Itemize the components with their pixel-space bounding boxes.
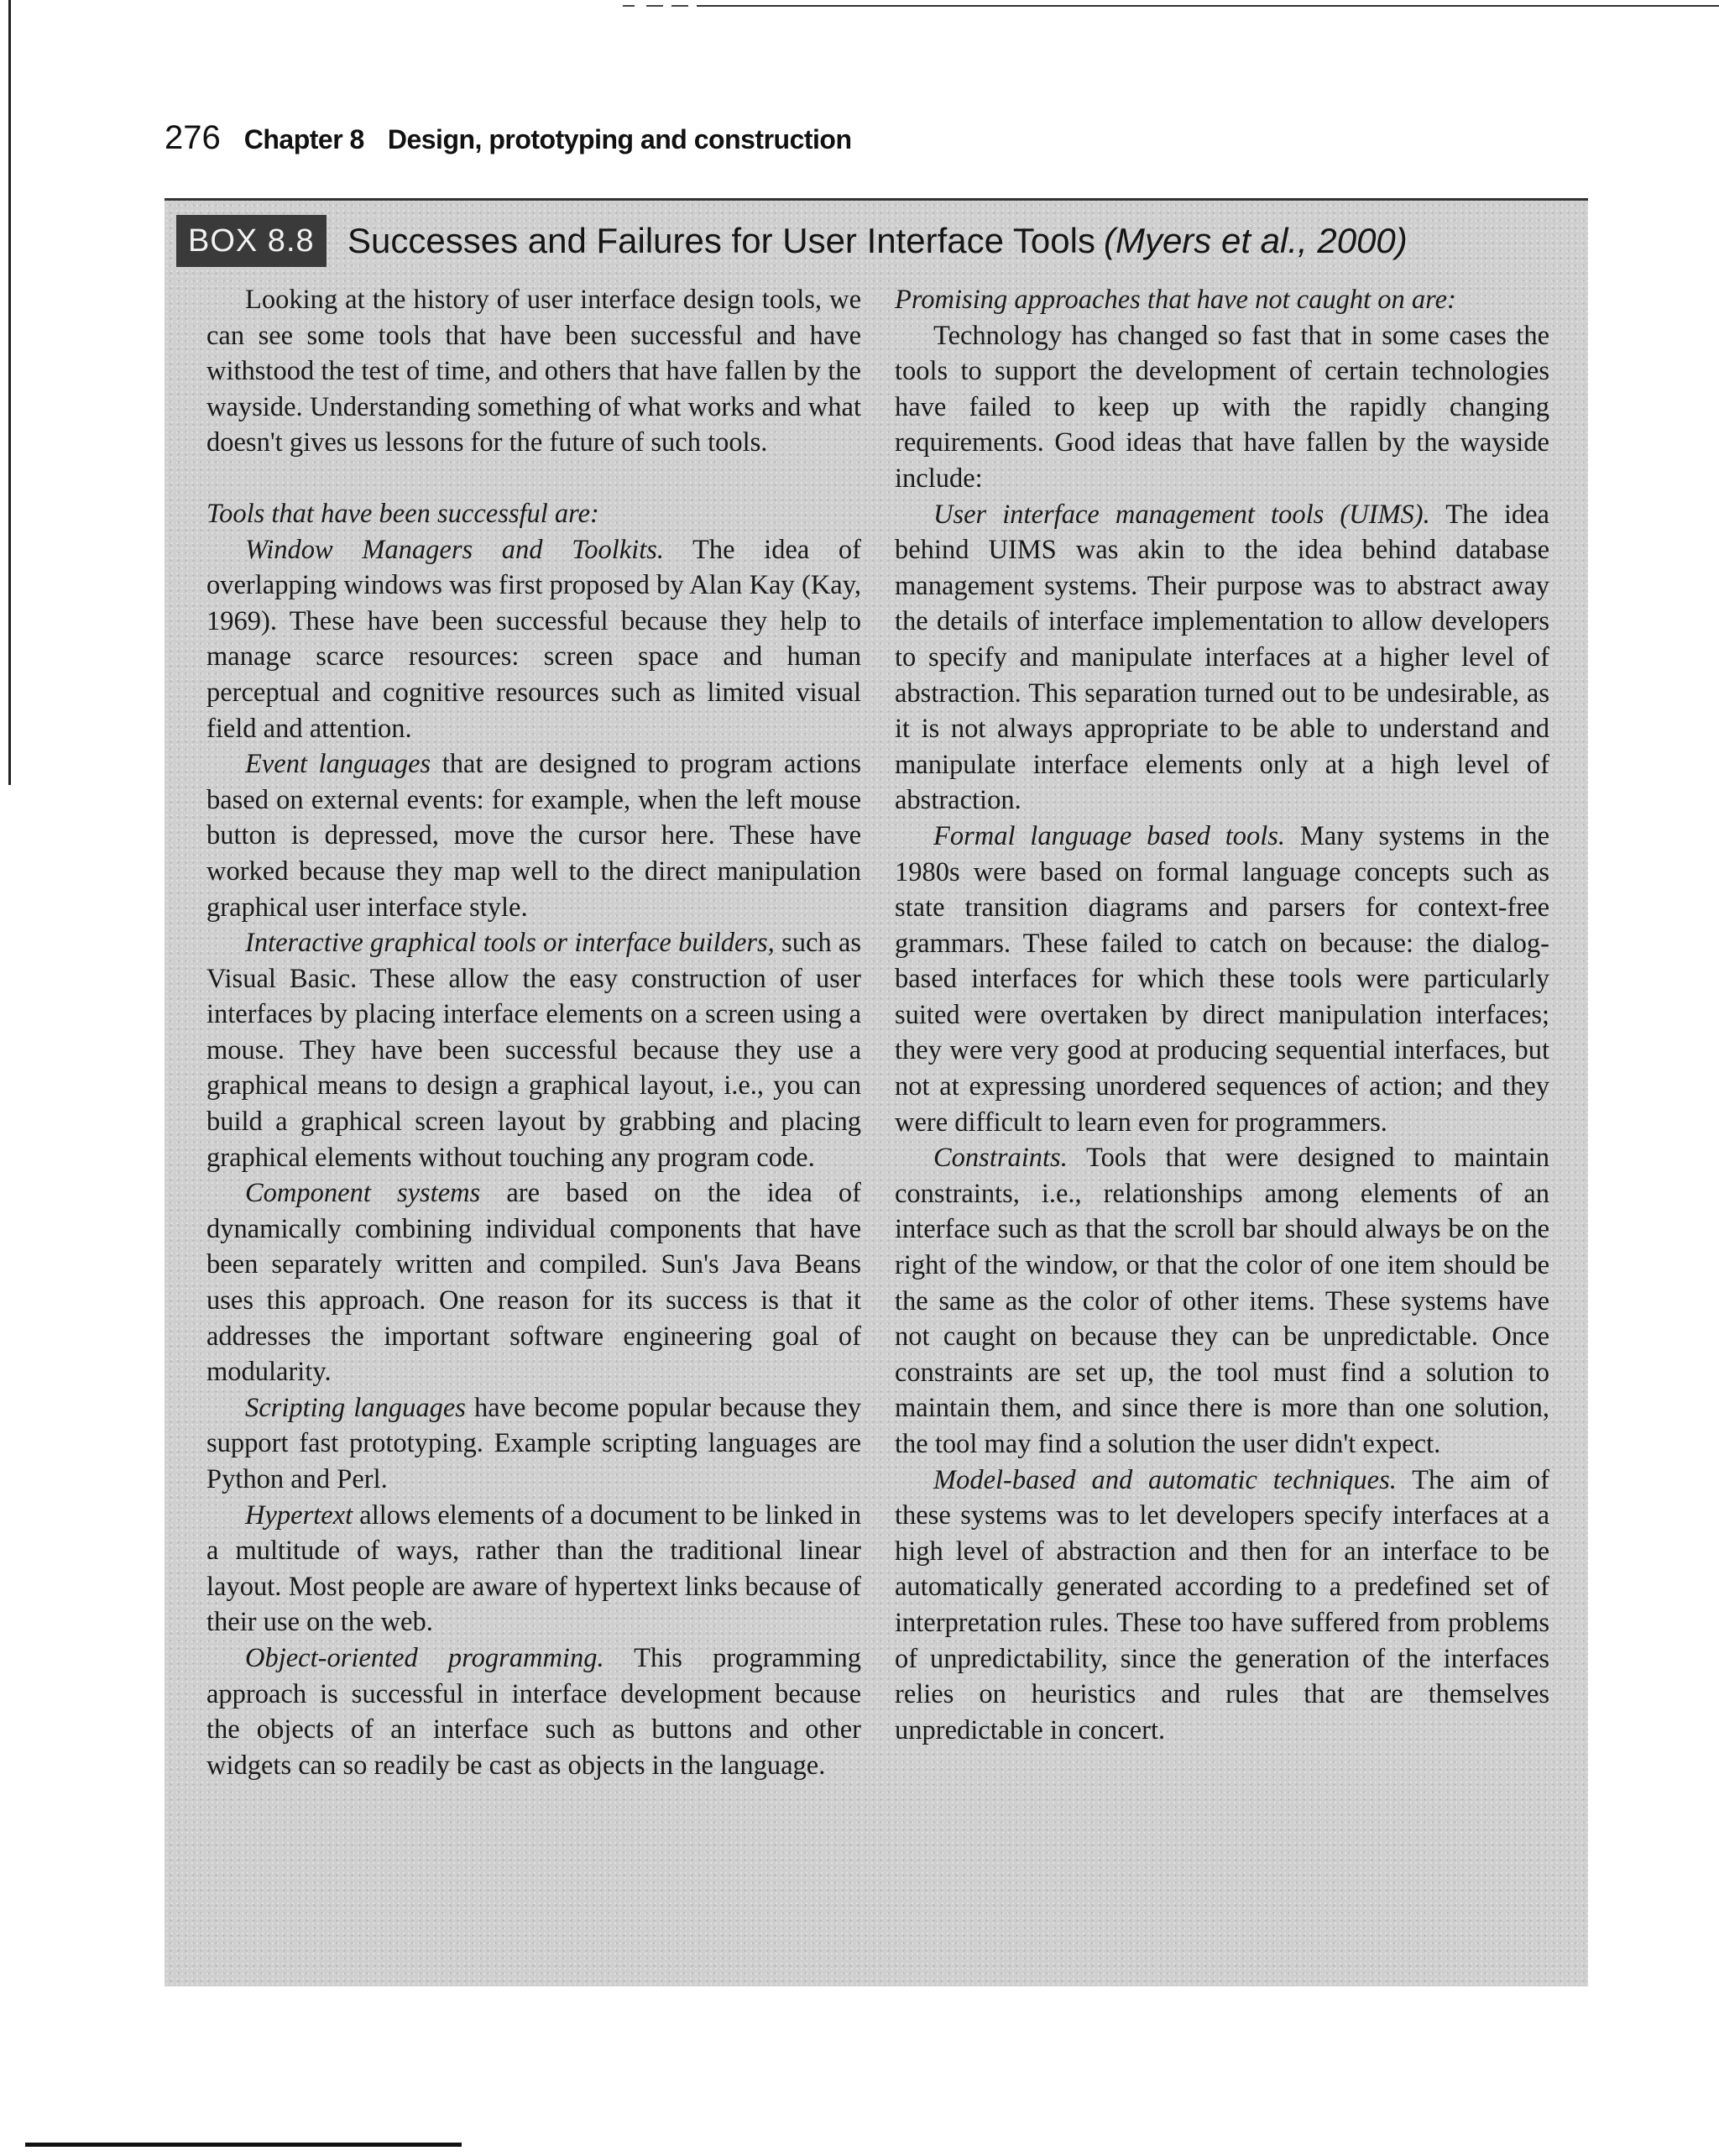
list-item xyxy=(895,1140,1549,1462)
successful-heading: Tools that have been successful are: xyxy=(206,498,599,529)
item-text: The aim of these systems was to let developers specify interfaces at a high level of abstraction and then for an interface to be automatically generated according to a predefined set of interpretation rules. These too have suffered from problems of unpredictability, since the generation of the interfaces relies on heuristics and rules that are themselves unpredictable in concert. xyxy=(895,1464,1550,1745)
list-item xyxy=(895,1463,1549,1749)
right-column xyxy=(895,282,1549,1748)
list-item xyxy=(206,1498,861,1641)
item-term: Constraints. xyxy=(933,1143,1068,1174)
intro-paragraph: Looking at the history of user interface design tools, we can see some tools that have been successful and have withstood the test of time, and others that have fallen by the wayside. Understanding something of what works and what doesn't gives us lessons for the future of such tools. xyxy=(206,285,861,458)
item-text: that are designed to program actions based on external events: for example, when the left mouse button is depressed, move the cursor here. These have worked because they map well to the direct manipulation graphical user interface style. xyxy=(206,749,861,923)
right-intro-paragraph: Technology has changed so fast that in some cases the tools to support the development of certain technologies have failed to keep up with the rapidly changing requirements. Good ideas that have fallen by the wayside include: xyxy=(895,320,1549,494)
item-term: Event languages xyxy=(245,749,431,780)
item-term: Hypertext xyxy=(245,1499,353,1531)
box-title-text: Successes and Failures for User Interface Tools xyxy=(347,221,1095,260)
bottom-rule xyxy=(25,2143,462,2147)
item-text: This programming approach is successful in interface development because the objects of an interface such as buttons and other widgets can so readily be cast as objects in the language. xyxy=(206,1642,861,1781)
list-item xyxy=(206,1390,861,1498)
left-margin-rule xyxy=(8,0,11,785)
promising-heading: Promising approaches that have not caught on are: xyxy=(895,285,1456,315)
chapter-title: Design, prototyping and construction xyxy=(387,124,852,154)
item-text: are based on the idea of dynamically combining individual components that have been separately written and compiled. Sun's Java Beans uses this approach. One reason for its success is that it addresses the important software engineering goal of modularity. xyxy=(206,1178,861,1388)
top-rule xyxy=(697,5,1719,7)
item-term: Component systems xyxy=(245,1178,481,1209)
item-text: Many systems in the 1980s were based on formal language concepts such as state transition diagrams and parsers for context-free grammars. These failed to catch on because: the dialog-based interfaces for which these tools were particularly suited were overtaken by direct manipulation interfaces; they were very good at producing sequential interfaces, but not at expressing unordered sequences of action; and they were difficult to learn even for programmers. xyxy=(895,820,1550,1138)
box-label: BOX 8.8 xyxy=(176,215,327,267)
item-term: Interactive graphical tools or interface builders, xyxy=(245,928,775,959)
list-item xyxy=(206,925,861,1175)
box-title xyxy=(347,215,1408,267)
item-term: Window Managers and Toolkits. xyxy=(245,534,664,565)
list-item xyxy=(206,1175,861,1390)
item-text: such as Visual Basic. These allow the easy construction of user interfaces by placing interface elements on a screen using a mouse. They have been successful because they use a graphical means to design a graphical layout, i.e., you can build a graphical screen layout by grabbing and placing graphical elements without touching any program code. xyxy=(206,928,861,1173)
page-number: 276 xyxy=(165,119,221,156)
chapter-label: Chapter 8 xyxy=(243,124,364,154)
item-term: User interface management tools (UIMS). xyxy=(933,499,1430,530)
list-item xyxy=(895,497,1549,819)
box-top-rule xyxy=(165,198,1588,201)
left-column xyxy=(206,282,861,1783)
item-text: The idea behind UIMS was akin to the idea behind database management systems. Their purpose was to abstract away the details of interface implementation to allow developers to specify and manipulate interfaces at a higher level of abstraction. This separation turned out to be undesirable, as it is not always appropriate to be able to understand and manipulate interface elements only at a high level of abstraction. xyxy=(895,499,1549,816)
list-item xyxy=(206,746,861,925)
item-text: The idea of overlapping windows was first proposed by Alan Kay (Kay, 1969). These have been successful because they help to manage scarce resources: screen space and human perceptual and cognitive resources such as limited visual field and attention. xyxy=(206,534,861,744)
list-item xyxy=(206,532,861,747)
item-text: have become popular because they support fast prototyping. Example scripting languages are Python and Perl. xyxy=(206,1392,861,1494)
top-dash xyxy=(646,5,663,7)
item-text: Tools that were designed to maintain constraints, i.e., relationships among elements of an interface such as that the scroll bar should always be on the right of the window, or that the color of one item should be the same as the color of other items. These systems have not caught on because they can be unpredictable. Once constraints are set up, the tool must find a solution to maintain them, and since there is more than one solution, the tool may find a solution the user didn't expect. xyxy=(895,1143,1549,1459)
list-item xyxy=(895,819,1549,1140)
item-text: allows elements of a document to be linked in a multitude of ways, rather than the traditional linear layout. Most people are aware of hypertext links because of their use on the web. xyxy=(206,1499,861,1638)
box-citation: (Myers et al., 2000) xyxy=(1103,221,1408,260)
list-item xyxy=(206,1641,861,1783)
item-term: Scripting languages xyxy=(245,1392,466,1423)
item-term: Object-oriented programming. xyxy=(245,1642,604,1673)
top-dash xyxy=(623,5,635,7)
item-term: Formal language based tools. xyxy=(933,820,1286,851)
top-dash xyxy=(671,5,688,7)
item-term: Model-based and automatic techniques. xyxy=(933,1464,1397,1495)
page-header xyxy=(165,119,852,157)
